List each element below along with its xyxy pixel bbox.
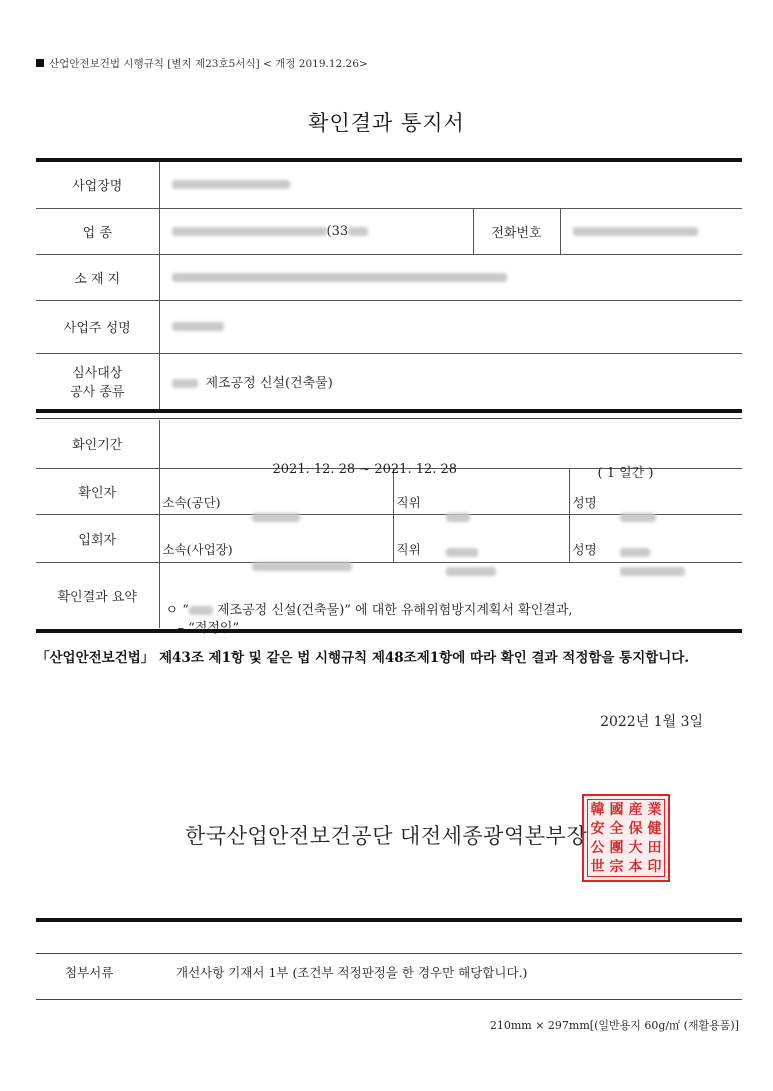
summary-line1-prefix: ㅇ “	[165, 603, 189, 619]
paper-spec: 210mm × 297mm[(일반용지 60g/㎡ (재활용품)]	[489, 1019, 739, 1032]
seal-glyph: 保	[628, 821, 643, 837]
seal-glyph: 韓	[590, 802, 605, 818]
project-label-line1: 심사대상	[72, 366, 123, 382]
seal-glyph: 國	[609, 802, 624, 818]
seal-glyph: 團	[609, 840, 624, 856]
project-type-label	[36, 353, 159, 409]
seal-glyph: 田	[647, 840, 662, 856]
period-value-cell	[159, 420, 742, 481]
bottom-table-rule	[36, 629, 742, 633]
witness-name-cell	[569, 514, 742, 562]
seal-glyph: 公	[590, 840, 605, 856]
address-label: 소 재 지	[36, 254, 159, 300]
seal-glyph: 印	[647, 859, 662, 875]
summary-line1-suffix: 제조공정 신설(건축물)” 에 대한 유해위험방지계획서 확인결과,	[212, 603, 573, 619]
industry-value	[159, 208, 473, 254]
issuing-organization: 한국산업안전보건공단 대전세종광역본부장	[185, 824, 588, 848]
redacted-text	[172, 322, 224, 331]
redacted-text	[189, 606, 213, 615]
redacted-text	[620, 567, 685, 576]
form-reference-text: 산업안전보건법 시행규칙 [별지 제23호5서식] < 개정 2019.12.26>	[49, 58, 368, 70]
seal-glyph: 産	[628, 802, 643, 818]
seal-glyph: 業	[647, 802, 662, 818]
witness-label: 입회자	[36, 514, 159, 562]
redacted-text	[446, 548, 478, 557]
witness-position-cell	[393, 514, 569, 562]
mid-rule-2	[36, 418, 742, 419]
redacted-text	[620, 513, 656, 522]
inspector-name-cell	[569, 468, 742, 514]
seal-glyph: 安	[590, 821, 605, 837]
owner-label: 사업주 성명	[36, 300, 159, 353]
witness-name-label: 성명	[572, 542, 597, 557]
attachment-value: 개선사항 기재서 1부 (조건부 적정판정을 한 경우만 해당합니다.)	[176, 965, 528, 980]
project-type-text: 제조공정 신설(건축물)	[205, 375, 333, 391]
attachment-label: 첨부서류	[65, 965, 114, 980]
witness-position-label: 직위	[396, 542, 421, 557]
redacted-text	[348, 227, 368, 236]
square-bullet-icon	[36, 59, 44, 67]
seal-glyph: 本	[628, 859, 643, 875]
redacted-text	[573, 227, 698, 236]
project-label-line2: 공사 종류	[70, 385, 125, 401]
footer-rule-thick	[36, 918, 742, 922]
inspector-affil-label: 소속(공단)	[162, 495, 221, 510]
redacted-text	[172, 273, 507, 282]
seal-glyph: 健	[647, 821, 662, 837]
footer-rule-1	[36, 953, 742, 954]
phone-value	[560, 208, 742, 254]
redacted-text	[620, 548, 650, 557]
industry-label: 업 종	[36, 208, 159, 254]
redacted-text	[446, 513, 470, 522]
industry-code-prefix: (33	[326, 223, 349, 239]
workplace-name-value	[159, 162, 742, 208]
check-table	[36, 420, 742, 628]
redacted-text	[252, 513, 300, 522]
issue-date: 2022년 1월 3일	[600, 714, 703, 730]
seal-glyph: 世	[590, 859, 605, 875]
project-type-value	[159, 353, 742, 409]
footer-rule-2	[36, 999, 742, 1000]
period-label: 화인기간	[36, 420, 159, 468]
period-days: ( 1 일간 )	[597, 465, 654, 481]
summary-label: 확인결과 요약	[36, 562, 159, 628]
official-seal	[582, 794, 670, 882]
notice-text: 「산업안전보건법」 제43조 제1항 및 같은 법 시행규칙 제48조제1항에 따라 확인 결과 적정함을 통지합니다.	[36, 650, 690, 666]
document-title: 확인결과 통지서	[308, 111, 465, 135]
seal-glyph: 全	[609, 821, 624, 837]
redacted-text	[172, 379, 198, 388]
redacted-text	[172, 227, 327, 236]
seal-glyph: 宗	[609, 859, 624, 875]
owner-value	[159, 300, 742, 353]
inspector-position-label: 직위	[396, 495, 421, 510]
workplace-name-label: 사업장명	[36, 162, 159, 208]
phone-label: 전화번호	[473, 208, 560, 254]
seal-glyph-grid	[587, 799, 665, 877]
redacted-text	[446, 567, 496, 576]
period-value: 2021. 12. 28 ~ 2021. 12. 28	[272, 461, 458, 477]
form-reference	[36, 56, 368, 71]
mid-rule-1	[36, 409, 742, 413]
redacted-text	[172, 180, 290, 189]
inspector-name-label: 성명	[572, 495, 597, 510]
address-value	[159, 254, 742, 300]
inspector-label: 확인자	[36, 468, 159, 514]
witness-affil-label: 소속(사업장)	[162, 542, 233, 557]
redacted-text	[252, 562, 352, 571]
summary-line-2	[178, 617, 240, 636]
seal-glyph: 大	[628, 840, 643, 856]
workplace-table	[36, 162, 742, 409]
summary-line-1	[166, 599, 573, 618]
